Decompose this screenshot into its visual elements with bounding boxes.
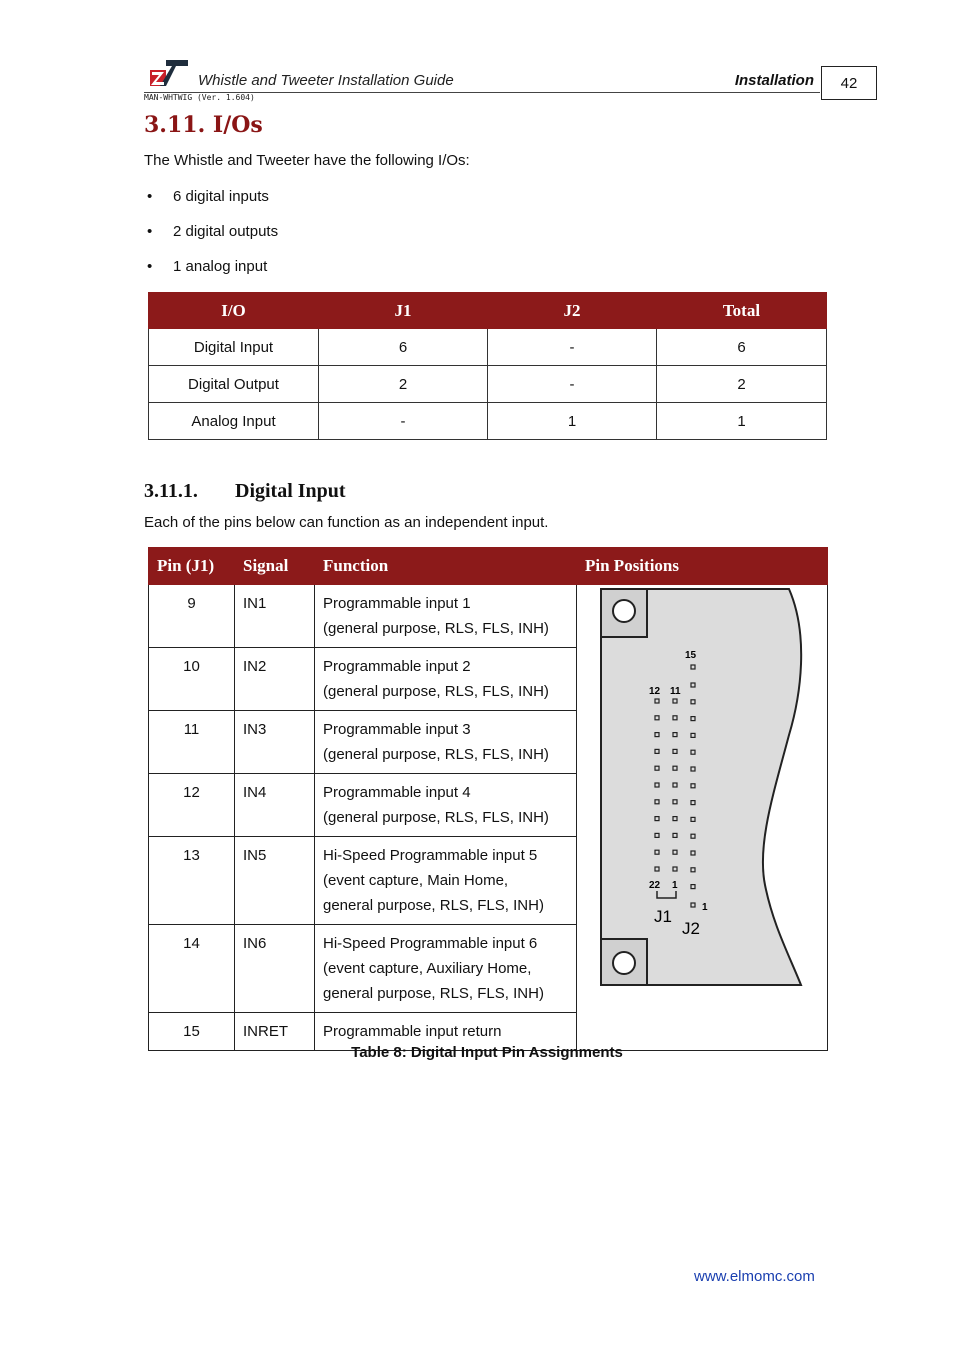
function-cell xyxy=(315,648,577,711)
pin-cell: 12 xyxy=(149,774,235,837)
bullet-icon: • xyxy=(147,223,153,240)
pin-cell: 9 xyxy=(149,585,235,648)
section-label: Installation xyxy=(734,72,814,89)
function-line: Programmable input 2 xyxy=(323,658,471,675)
function-line: general purpose, RLS, FLS, INH) xyxy=(323,897,544,914)
function-line: (event capture, Main Home, xyxy=(323,872,509,889)
function-line: Programmable input return xyxy=(323,1023,502,1040)
signal-cell: IN1 xyxy=(235,585,315,648)
bullet-text: 1 analog input xyxy=(173,258,268,275)
function-cell xyxy=(315,585,577,648)
table-cell: 1 xyxy=(657,403,827,440)
pin-cell: 14 xyxy=(149,925,235,1013)
table-cell: - xyxy=(488,366,657,403)
table-cell: 6 xyxy=(319,329,488,366)
bullet-icon: • xyxy=(147,188,153,205)
table-cell: Digital Output xyxy=(149,366,319,403)
table-header-row xyxy=(149,548,828,585)
footer-link[interactable]: www.elmomc.com xyxy=(694,1268,815,1285)
doc-title: Whistle and Tweeter Installation Guide xyxy=(198,72,454,89)
function-cell xyxy=(315,711,577,774)
function-line: Hi-Speed Programmable input 6 xyxy=(323,935,538,952)
pin-positions-cell xyxy=(577,585,828,1051)
bullet-icon: • xyxy=(147,258,153,275)
pin-label-15: 15 xyxy=(685,650,697,661)
table-cell: Analog Input xyxy=(149,403,319,440)
column-header: J1 xyxy=(319,293,488,329)
table-row xyxy=(149,329,827,366)
connector-board xyxy=(601,589,801,985)
subsection-heading xyxy=(144,480,346,503)
function-line: (general purpose, RLS, FLS, INH) xyxy=(323,683,549,700)
table-cell: - xyxy=(319,403,488,440)
pin-assignment-table xyxy=(148,547,828,1051)
table-caption: Table 8: Digital Input Pin Assignments xyxy=(351,1044,623,1061)
signal-cell: IN5 xyxy=(235,837,315,925)
subsection-number: 3.11.1. xyxy=(144,480,198,502)
table-row xyxy=(149,585,828,648)
function-cell xyxy=(315,774,577,837)
page-number: 42 xyxy=(821,66,877,100)
pin-cell: 13 xyxy=(149,837,235,925)
table-cell: - xyxy=(488,329,657,366)
column-header: Pin (J1) xyxy=(149,548,235,585)
column-header: Pin Positions xyxy=(577,548,828,585)
signal-cell: IN4 xyxy=(235,774,315,837)
pin-cell: 11 xyxy=(149,711,235,774)
signal-cell: INRET xyxy=(235,1013,315,1051)
pin-label-12: 12 xyxy=(649,686,661,697)
pin-cell: 15 xyxy=(149,1013,235,1051)
signal-cell: IN2 xyxy=(235,648,315,711)
table-cell: 2 xyxy=(319,366,488,403)
function-line: general purpose, RLS, FLS, INH) xyxy=(323,985,544,1002)
mounting-hole-icon xyxy=(613,600,635,622)
table-cell: 1 xyxy=(488,403,657,440)
function-line: (general purpose, RLS, FLS, INH) xyxy=(323,620,549,637)
bullet-text: 2 digital outputs xyxy=(173,223,279,240)
bullet-item xyxy=(147,223,279,240)
signal-cell: IN6 xyxy=(235,925,315,1013)
connector-diagram xyxy=(577,585,828,1034)
pin-label-1-j1: 1 xyxy=(672,880,678,891)
column-header: I/O xyxy=(149,293,319,329)
column-header: Total xyxy=(657,293,827,329)
subsection-title: Digital Input xyxy=(235,480,346,502)
bullet-text: 6 digital inputs xyxy=(173,188,269,205)
function-line: Hi-Speed Programmable input 5 xyxy=(323,847,538,864)
pin-label-11: 11 xyxy=(670,686,681,697)
function-line: (general purpose, RLS, FLS, INH) xyxy=(323,746,549,763)
table-row xyxy=(149,403,827,440)
column-header: Signal xyxy=(235,548,315,585)
table-cell: 6 xyxy=(657,329,827,366)
function-cell xyxy=(315,837,577,925)
function-line: (general purpose, RLS, FLS, INH) xyxy=(323,809,549,826)
pin-label-1-j2: 1 xyxy=(702,902,708,913)
subsection-intro: Each of the pins below can function as an independent input. xyxy=(144,514,549,531)
pin-label-22: 22 xyxy=(649,880,661,891)
doc-code: MAN-WHTWIG (Ver. 1.604) xyxy=(144,93,255,102)
function-line: Programmable input 4 xyxy=(323,784,471,801)
function-line: (event capture, Auxiliary Home, xyxy=(323,960,532,977)
table-row xyxy=(149,366,827,403)
mounting-hole-icon xyxy=(613,952,635,974)
elmo-logo-icon xyxy=(146,58,190,88)
table-cell: Digital Input xyxy=(149,329,319,366)
connector-label-j2: J2 xyxy=(682,919,700,938)
io-summary-table xyxy=(148,292,827,440)
connector-label-j1: J1 xyxy=(654,907,672,926)
section-heading: 3.11. I/Os xyxy=(144,112,263,138)
function-line: Programmable input 1 xyxy=(323,595,471,612)
function-cell xyxy=(315,925,577,1013)
table-header-row xyxy=(149,293,827,329)
function-line: Programmable input 3 xyxy=(323,721,471,738)
column-header: Function xyxy=(315,548,577,585)
section-intro: The Whistle and Tweeter have the following I/Os: xyxy=(144,152,470,169)
bullet-item xyxy=(147,258,268,275)
column-header: J2 xyxy=(488,293,657,329)
bullet-item xyxy=(147,188,269,205)
pin-cell: 10 xyxy=(149,648,235,711)
signal-cell: IN3 xyxy=(235,711,315,774)
table-cell: 2 xyxy=(657,366,827,403)
